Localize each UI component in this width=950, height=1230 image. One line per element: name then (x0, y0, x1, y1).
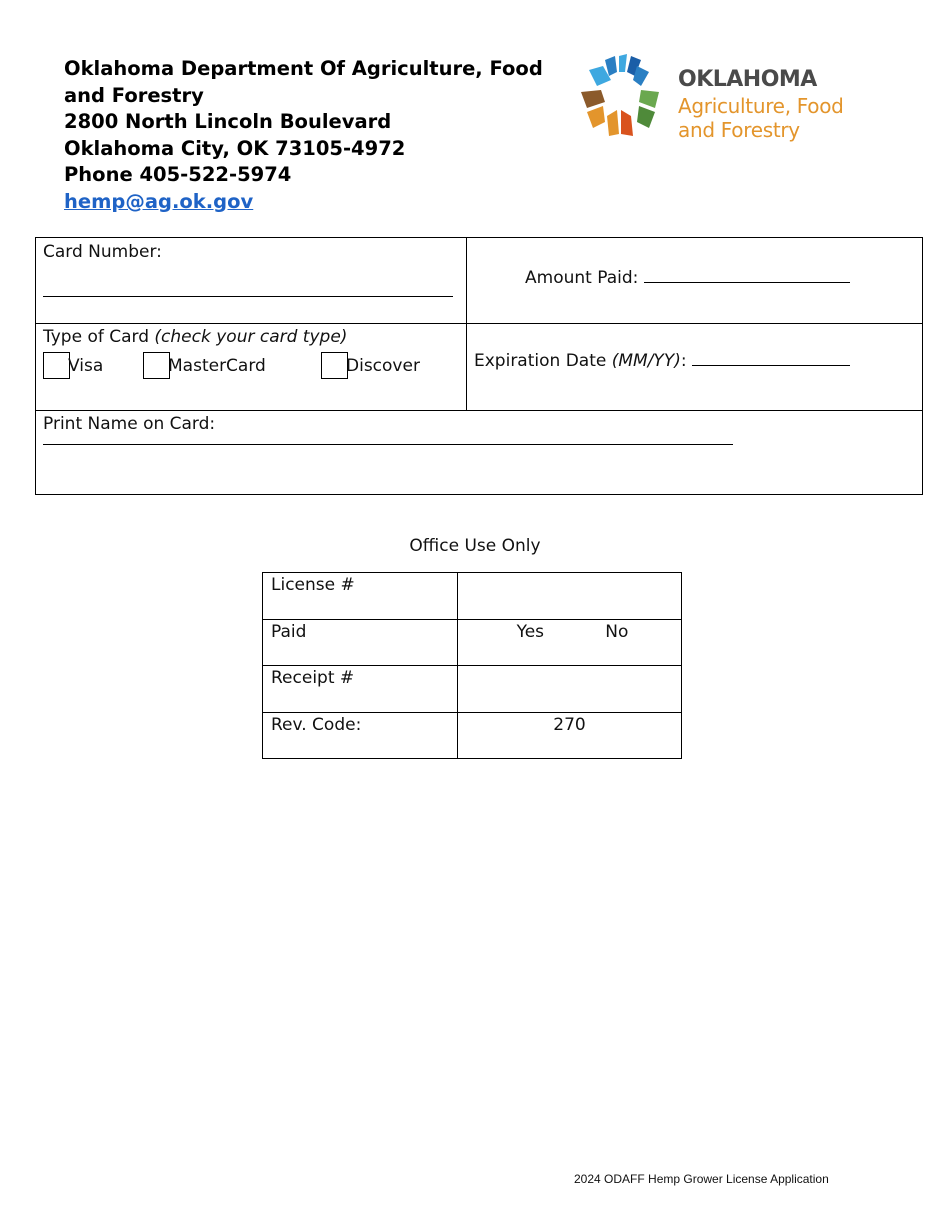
agency-phone: Phone 405-522-5974 (64, 163, 292, 187)
office-use-table (262, 572, 682, 759)
amount-paid-label: Amount Paid: (525, 268, 639, 288)
table-row (263, 712, 682, 759)
print-name-field[interactable] (43, 444, 733, 445)
page-footer: 2024 ODAFF Hemp Grower License Application (574, 1172, 829, 1186)
card-option-visa[interactable] (43, 352, 104, 379)
card-type-hint: (check your card type) (154, 327, 348, 347)
divider (36, 410, 922, 411)
paid-no-option[interactable]: No (605, 621, 629, 642)
table-row (263, 619, 682, 666)
visa-checkbox[interactable] (43, 352, 70, 379)
card-option-discover[interactable] (321, 352, 420, 379)
table-row (263, 666, 682, 713)
agency-street: 2800 North Lincoln Boulevard (64, 110, 392, 134)
star-logo-icon (575, 52, 670, 147)
agency-name-line2: and Forestry (64, 83, 204, 107)
logo-subtitle-2: and Forestry (678, 118, 800, 142)
payment-form (35, 237, 923, 495)
logo-title: OKLAHOMA (678, 67, 817, 92)
expiration-field[interactable] (692, 352, 850, 366)
agency-name-line1: Oklahoma Department Of Agriculture, Food (64, 57, 543, 80)
card-number-label: Card Number: (43, 242, 162, 262)
discover-checkbox[interactable] (321, 352, 348, 379)
divider (36, 323, 922, 324)
logo-subtitle-1: Agriculture, Food (678, 94, 844, 118)
paid-value (458, 619, 682, 666)
rev-code-label: Rev. Code: (263, 712, 458, 759)
card-number-field[interactable] (43, 296, 453, 297)
rev-code-value: 270 (458, 712, 682, 759)
expiration-colon: : (680, 351, 687, 371)
amount-paid-field[interactable] (644, 269, 850, 283)
license-label: License # (263, 573, 458, 620)
amount-paid-row (525, 268, 850, 288)
expiration-row (474, 351, 850, 371)
office-use-title: Office Use Only (409, 536, 541, 556)
odaff-logo (575, 52, 895, 147)
agency-address-block (64, 56, 554, 216)
table-row (263, 573, 682, 620)
agency-email-link[interactable]: hemp@ag.ok.gov (64, 189, 254, 213)
divider (466, 238, 467, 410)
expiration-hint: (MM/YY) (611, 351, 681, 371)
paid-yes-option[interactable]: Yes (516, 621, 545, 642)
mastercard-label: MasterCard (168, 356, 266, 376)
print-name-label: Print Name on Card: (43, 414, 216, 434)
receipt-label: Receipt # (263, 666, 458, 713)
card-option-mastercard[interactable] (143, 352, 266, 379)
card-type-heading (43, 327, 347, 347)
receipt-value[interactable] (458, 666, 682, 713)
discover-label: Discover (346, 356, 420, 376)
mastercard-checkbox[interactable] (143, 352, 170, 379)
card-type-label: Type of Card (43, 327, 150, 347)
visa-label: Visa (68, 356, 104, 376)
license-value[interactable] (458, 573, 682, 620)
paid-label: Paid (263, 619, 458, 666)
expiration-label: Expiration Date (474, 351, 607, 371)
agency-city: Oklahoma City, OK 73105-4972 (64, 136, 406, 160)
